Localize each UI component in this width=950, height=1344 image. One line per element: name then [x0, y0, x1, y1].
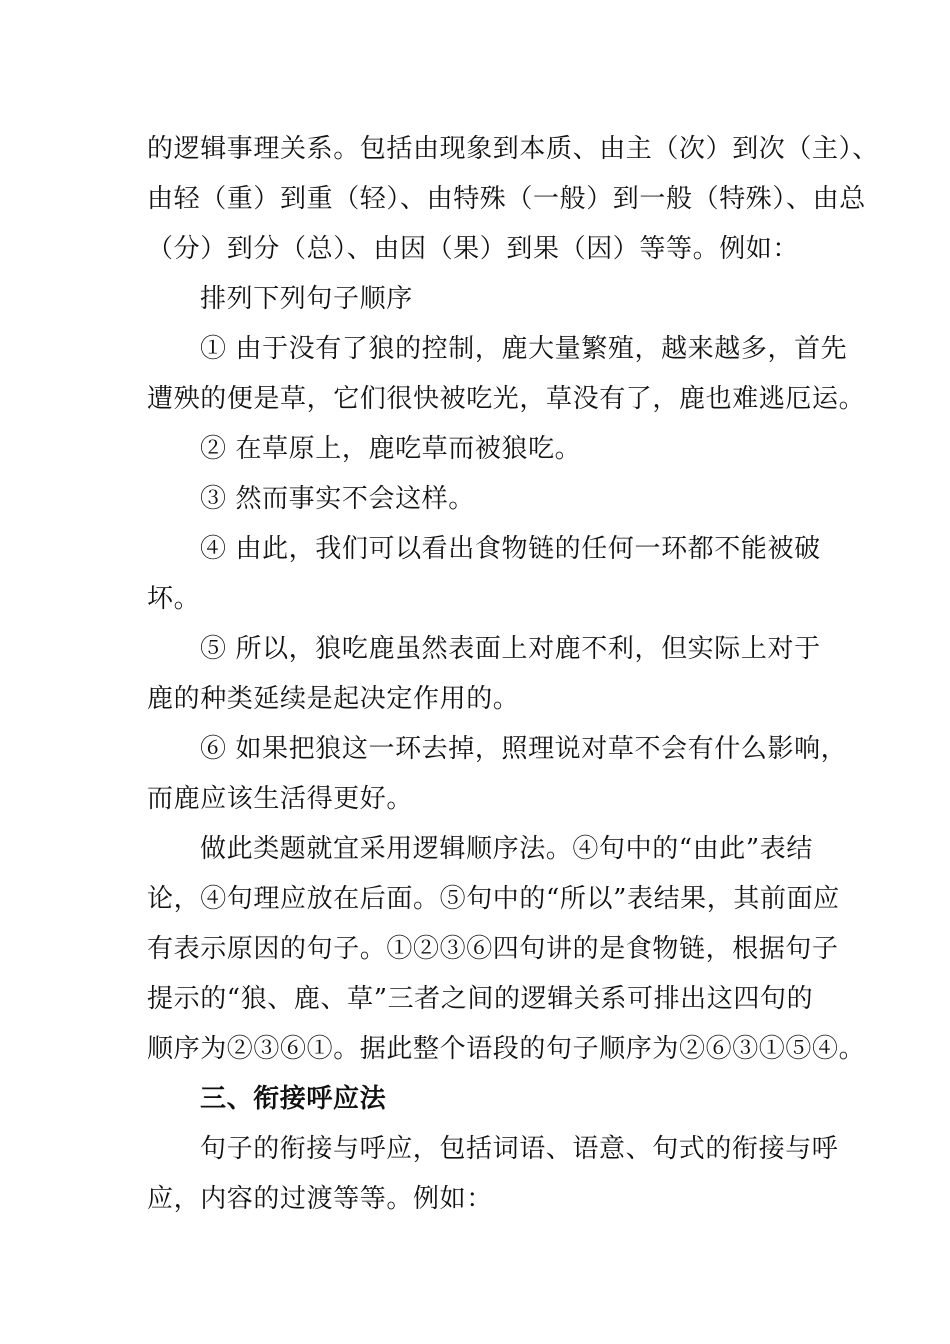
sentence-4-line: 坏。 — [147, 584, 201, 614]
paragraph-line: （分）到分（总）、由因（果）到果（因）等等。例如： — [147, 234, 800, 264]
paragraph-line: 由轻（重）到重（轻）、由特殊（一般）到一般（特殊）、由总 — [147, 184, 866, 214]
sentence-5-line: 鹿的种类延续是起决定作用的。 — [147, 684, 520, 714]
sentence-4-line: ④ 由此，我们可以看出食物链的任何一环都不能被破 — [200, 534, 821, 564]
paragraph-line: 论，④句理应放在后面。⑤句中的“所以”表结果，其前面应 — [147, 884, 840, 914]
sentence-1-line: ① 由于没有了狼的控制，鹿大量繁殖，越来越多，首先 — [200, 334, 848, 364]
paragraph-line: 提示的“狼、鹿、草”三者之间的逻辑关系可排出这四句的 — [147, 984, 814, 1014]
sentence-6-line: 而鹿应该生活得更好。 — [147, 784, 414, 814]
sentence-3-line: ③ 然而事实不会这样。 — [200, 484, 475, 514]
sentence-6-line: ⑥ 如果把狼这一环去掉，照理说对草不会有什么影响， — [200, 734, 848, 764]
instruction-line: 排列下列句子顺序 — [200, 284, 413, 314]
paragraph-line: 做此类题就宜采用逻辑顺序法。④句中的“由此”表结 — [200, 834, 813, 864]
paragraph-line: 应，内容的过渡等等。例如： — [147, 1184, 493, 1214]
sentence-1-line: 遭殃的便是草，它们很快被吃光，草没有了，鹿也难逃厄运。 — [147, 384, 866, 414]
sentence-2-line: ② 在草原上，鹿吃草而被狼吃。 — [200, 434, 582, 464]
paragraph-line: 顺序为②③⑥①。据此整个语段的句子顺序为②⑥③①⑤④。 — [147, 1034, 866, 1064]
sentence-5-line: ⑤ 所以，狼吃鹿虽然表面上对鹿不利，但实际上对于 — [200, 634, 821, 664]
section-heading: 三、衔接呼应法 — [200, 1084, 387, 1114]
paragraph-line: 句子的衔接与呼应，包括词语、语意、句式的衔接与呼 — [200, 1134, 839, 1164]
paragraph-line: 有表示原因的句子。①②③⑥四句讲的是食物链，根据句子 — [147, 934, 839, 964]
paragraph-line: 的逻辑事理关系。包括由现象到本质、由主（次）到次（主）、 — [147, 134, 879, 164]
